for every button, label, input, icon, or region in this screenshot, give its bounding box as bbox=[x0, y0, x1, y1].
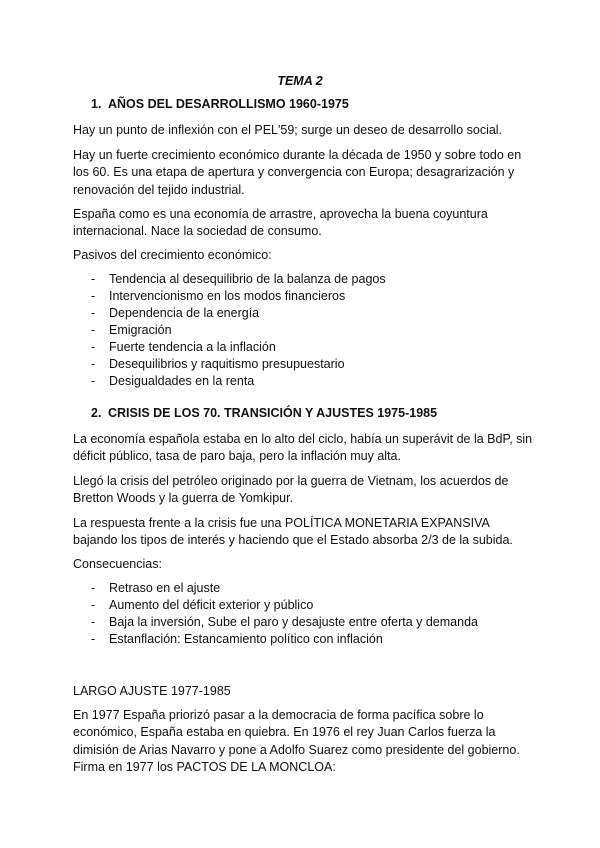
list-item: - Dependencia de la energía bbox=[73, 305, 386, 322]
document-title: TEMA 2 bbox=[277, 74, 323, 88]
section-1-paragraph: Hay un fuerte crecimiento económico durante la década de 1950 y sobre todo en los 60. Es una etapa de apertura y convergencia con Europa; desagrarización y renovación del tejido industrial. bbox=[73, 148, 522, 197]
section-2-list bbox=[73, 580, 478, 648]
section-2-paragraph: Consecuencias: bbox=[73, 557, 162, 571]
section-2-paragraph: La economía española estaba en lo alto del ciclo, había un superávit de la BdP, sin déficit público, tasa de paro baja, pero la inflación muy alta. bbox=[73, 432, 533, 464]
list-item: - Estanflación: Estancamiento político con inflación bbox=[73, 631, 478, 648]
section-1-list bbox=[73, 271, 386, 390]
list-item: - Desequilibrios y raquitismo presupuestario bbox=[73, 356, 386, 373]
list-item: - Intervencionismo en los modos financieros bbox=[73, 288, 386, 305]
section-1-paragraph: Hay un punto de inflexión con el PEL'59; surge un deseo de desarrollo social. bbox=[73, 123, 503, 137]
section-2-number: 2. bbox=[91, 406, 102, 420]
list-item: - Retraso en el ajuste bbox=[73, 580, 478, 597]
list-item: - Emigración bbox=[73, 322, 386, 339]
list-item: - Desigualdades en la renta bbox=[73, 373, 386, 390]
section-2-heading-text: CRISIS DE LOS 70. TRANSICIÓN Y AJUSTES 1975-1985 bbox=[108, 406, 438, 420]
section-1-number: 1. bbox=[91, 97, 102, 111]
section-1-paragraph: España como es una economía de arrastre, aprovecha la buena coyuntura internacional. Nace la sociedad de consumo. bbox=[73, 207, 488, 239]
list-item: - Fuerte tendencia a la inflación bbox=[73, 339, 386, 356]
section-2-paragraph: La respuesta frente a la crisis fue una POLÍTICA MONETARIA EXPANSIVA bajando los tipos de interés y haciendo que el Estado absorba 2/3 de la subida. bbox=[73, 516, 513, 548]
section-1-paragraph: Pasivos del crecimiento económico: bbox=[73, 248, 272, 262]
section-3-heading: LARGO AJUSTE 1977-1985 bbox=[73, 684, 231, 698]
list-item: - Aumento del déficit exterior y público bbox=[73, 597, 478, 614]
list-item: - Baja la inversión, Sube el paro y desajuste entre oferta y demanda bbox=[73, 614, 478, 631]
list-item: - Tendencia al desequilibrio de la balanza de pagos bbox=[73, 271, 386, 288]
section-1-heading-text: AÑOS DEL DESARROLLISMO 1960-1975 bbox=[108, 97, 349, 111]
section-2-paragraph: Llegó la crisis del petróleo originado por la guerra de Vietnam, los acuerdos de Bretton Woods y la guerra de Yomkipur. bbox=[73, 474, 509, 506]
section-3-paragraph: En 1977 España priorizó pasar a la democracia de forma pacífica sobre lo económico, España estaba en quiebra. En 1976 el rey Juan Carlos fuerza la dimisión de Arias Navarro y pone a Adolfo Suarez como presidente del gobierno. Firma en 1977 los PACTOS DE LA MONCLOA: bbox=[73, 708, 520, 774]
